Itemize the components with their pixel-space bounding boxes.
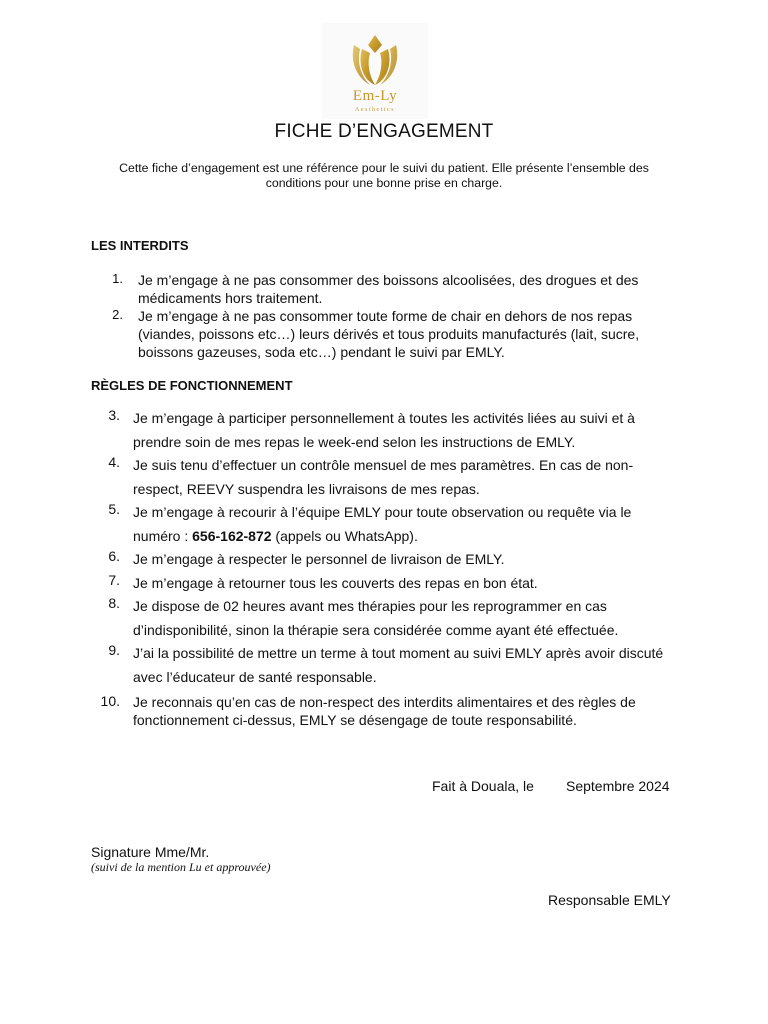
list-item-text — [133, 501, 678, 548]
interdits-heading: LES INTERDITS — [91, 238, 189, 253]
list-item-text-before: Je m’engage à recourir à l’équipe EMLY pour toute observation ou requête via le numéro : — [133, 504, 632, 544]
list-item-number: 3. — [108, 407, 120, 423]
lotus-logo-icon — [322, 23, 428, 93]
list-item-text: J’ai la possibilité de mettre un terme à tout moment au suivi EMLY après avoir discuté avec l’éducateur de santé responsable. — [133, 645, 664, 685]
list-item-text: Je m’engage à ne pas consommer toute forme de chair en dehors de nos repas (viandes, poissons etc…) leurs dérivés et tous produits manufacturés (lait, sucre, boissons gazeuses, soda etc…) pendant le suivi par EMLY. — [138, 308, 640, 360]
list-item-text: Je m’engage à participer personnellement à toutes les activités liées au suivi et à prendre soin de mes repas le week-end selon les instructions de EMLY. — [133, 410, 635, 450]
list-item-number: 10. — [100, 693, 120, 709]
list-item-text: Je suis tenu d’effectuer un contrôle mensuel de mes paramètres. En cas de non-respect, REEVY suspendra les livraisons de mes repas. — [133, 457, 634, 497]
list-item-number: 4. — [108, 454, 120, 470]
logo-tagline: Aesthetics — [355, 107, 395, 113]
company-logo — [322, 23, 428, 119]
signature-label: Signature Mme/Mr. — [91, 844, 210, 860]
list-item-text: Je dispose de 02 heures avant mes thérapies pour les reprogrammer en cas d’indisponibilité, sinon la thérapie sera considérée comme ayant été effectuée. — [133, 598, 619, 638]
logo-name: Em-Ly — [352, 88, 398, 104]
document-title: FICHE D’ENGAGEMENT — [274, 121, 494, 142]
list-item-text: Je reconnais qu’en cas de non-respect des interdits alimentaires et des règles de fonctionnement ci-dessus, EMLY se désengage de toute responsabilité. — [133, 694, 636, 728]
place-text: Fait à Douala, le — [432, 778, 534, 794]
date-text: Septembre 2024 — [566, 778, 670, 794]
regles-heading: RÈGLES DE FONCTIONNEMENT — [91, 378, 293, 393]
list-item-number: 9. — [108, 642, 120, 658]
list-item-number: 6. — [108, 548, 120, 564]
signature-note: (suivi de la mention Lu et approuvée) — [91, 860, 271, 874]
list-item-text: Je m’engage à respecter le personnel de livraison de EMLY. — [133, 551, 505, 567]
list-item-text: Je m’engage à ne pas consommer des boissons alcoolisées, des drogues et des médicaments hors traitement. — [138, 272, 639, 306]
list-item-text-after: (appels ou WhatsApp). — [271, 527, 418, 544]
list-item-number: 7. — [108, 572, 120, 588]
phone-number: 656-162-872 — [192, 527, 272, 544]
responsable-label: Responsable EMLY — [548, 892, 671, 908]
list-item-number: 1. — [112, 271, 123, 286]
list-item-number: 8. — [108, 595, 120, 611]
list-item-number: 2. — [112, 307, 123, 322]
intro-paragraph: Cette fiche d’engagement est une référence pour le suivi du patient. Elle présente l’ensemble des conditions pour une bonne prise en charge. — [119, 161, 649, 190]
list-item-text: Je m’engage à retourner tous les couverts des repas en bon état. — [133, 575, 538, 591]
list-item-number: 5. — [108, 501, 120, 517]
